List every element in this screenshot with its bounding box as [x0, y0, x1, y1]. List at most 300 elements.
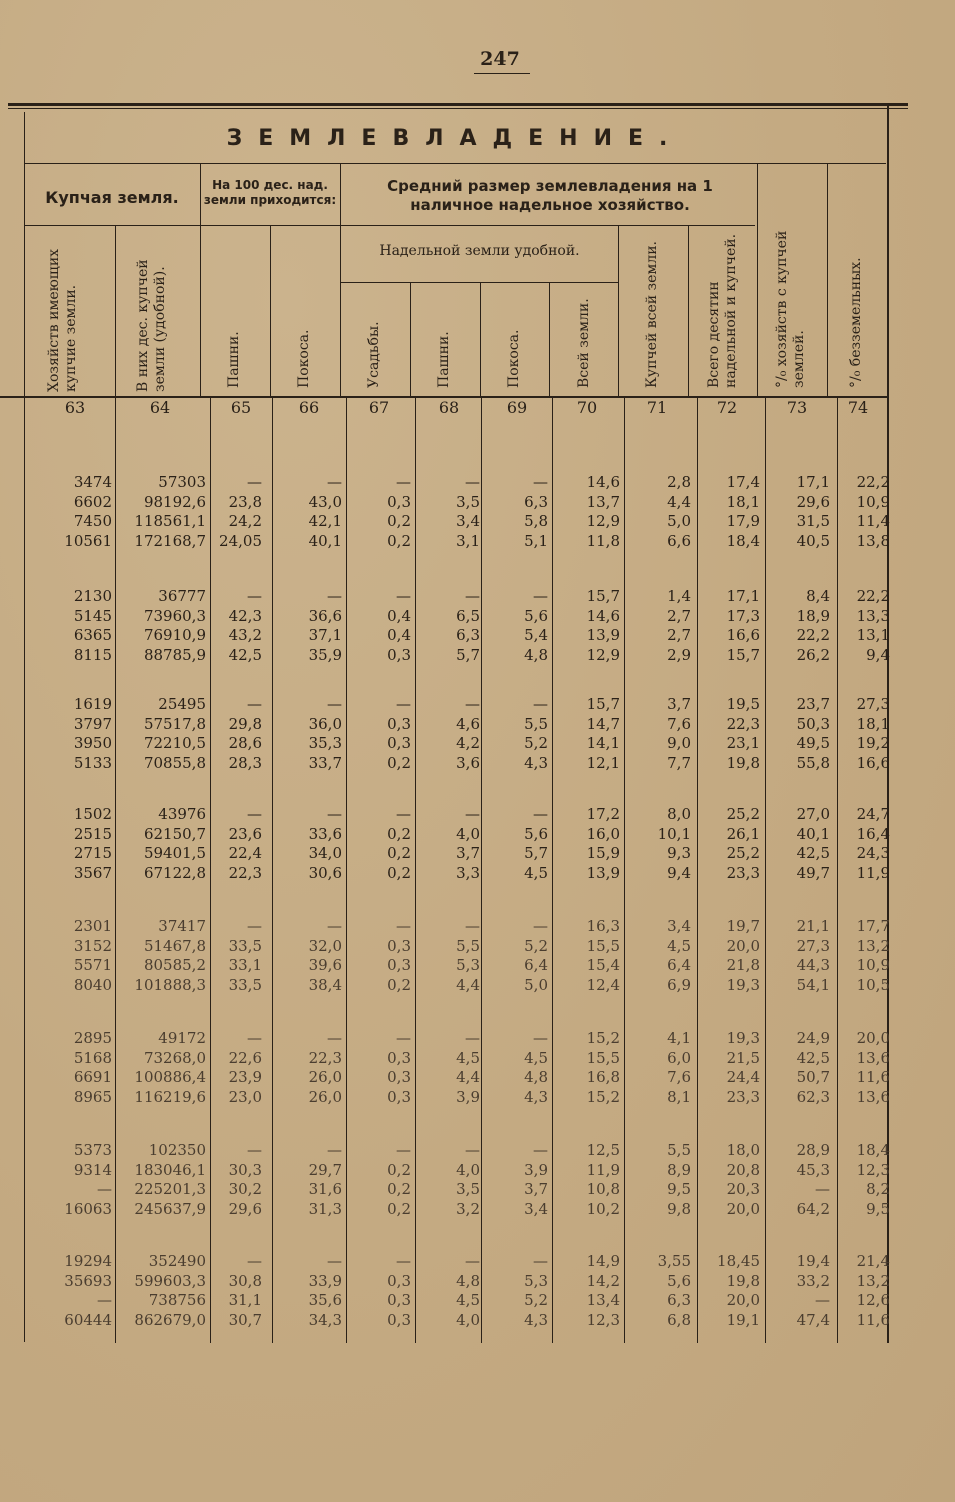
table-cell-c72: 20,0	[726, 1291, 760, 1310]
table-cell-c70: 13,7	[586, 492, 620, 511]
table-cell-c74: 22,2	[856, 473, 890, 491]
vrule-3	[270, 226, 271, 396]
table-cell-c74: 13,6	[856, 1087, 890, 1106]
table-cell-c69: 4,3	[524, 1087, 548, 1106]
table-cell-c69: 5,5	[524, 714, 548, 733]
table-cell-c72: 23,3	[726, 863, 760, 882]
colhead-74: °/₀ безземельных.	[848, 257, 864, 388]
table-cell-c70: 15,5	[586, 936, 620, 955]
table-cell-c74: 9,4	[866, 645, 890, 664]
table-cell-c66: 42,1	[308, 512, 342, 531]
table-cell-c74: 13,2	[856, 936, 890, 955]
table-cell-c73: 8,4	[806, 587, 830, 605]
table-cell-c72: 18,0	[726, 1141, 760, 1159]
table-cell-c63: 35693	[64, 1271, 112, 1290]
table-cell-c73: 44,3	[796, 956, 830, 975]
colnum-67: 67	[368, 398, 390, 417]
table-cell-c66: 33,9	[308, 1271, 342, 1290]
table-cell-c63: 5145	[73, 606, 112, 625]
table-cell-c69: 5,7	[524, 844, 548, 863]
table-cell-c70: 10,2	[586, 1199, 620, 1218]
table-cell-c74: 10,5	[856, 975, 890, 994]
table-cell-c72: 20,0	[726, 1199, 760, 1218]
vrule-11	[827, 164, 828, 396]
table-cell-c67: 0,3	[387, 1271, 411, 1290]
table-cell-c71: 2,8	[667, 473, 691, 491]
table-cell-c69: 6,4	[524, 956, 548, 975]
colhead-69: Покоса.	[506, 329, 522, 388]
table-cell-c72: 19,3	[726, 975, 760, 994]
table-cell-c70: 15,7	[586, 695, 620, 713]
table-cell-c64: 57517,8	[143, 714, 206, 733]
table-cell-c64: 101888,3	[134, 975, 206, 994]
table-cell-c68: 4,0	[456, 1160, 480, 1179]
table-cell-c71: 7,6	[667, 1068, 691, 1087]
table-cell-c68: 3,2	[456, 1199, 480, 1218]
table-cell-c69: 5,6	[524, 606, 548, 625]
table-cell-c72: 19,5	[726, 695, 760, 713]
table-cell-c67: 0,3	[387, 1087, 411, 1106]
table-cell-c73: 64,2	[796, 1199, 830, 1218]
table-cell-c73: 55,8	[796, 753, 830, 772]
colnum-64: 64	[149, 398, 171, 417]
table-cell-c66: —	[327, 1141, 342, 1159]
table-cell-c71: 4,5	[667, 936, 691, 955]
colhead-64: В них дес. купчей земли (удобной).	[135, 259, 168, 392]
table-cell-c70: 16,0	[586, 824, 620, 843]
table-cell-c65: —	[247, 1029, 262, 1047]
table-cell-c74: 10,9	[856, 956, 890, 975]
colnum-72: 72	[716, 398, 738, 417]
table-cell-c72: 18,1	[726, 492, 760, 511]
table-cell-c70: 14,6	[586, 473, 620, 491]
table-cell-c72: 18,45	[717, 1252, 760, 1270]
table-cell-c64: 70855,8	[143, 753, 206, 772]
table-cell-c74: 10,9	[856, 492, 890, 511]
table-cell-c70: 14,2	[586, 1271, 620, 1290]
table-cell-c69: 5,3	[524, 1271, 548, 1290]
table-cell-c69: 5,2	[524, 734, 548, 753]
table-cell-c66: 26,0	[308, 1068, 342, 1087]
table-cell-c63: 9314	[73, 1160, 112, 1179]
table-cell-c66: 33,7	[308, 753, 342, 772]
table-cell-c73: 50,7	[796, 1068, 830, 1087]
table-cell-c69: 3,9	[524, 1160, 548, 1179]
table-cell-c64: 862679,0	[134, 1310, 206, 1329]
colhead-72: Всего десятин надельной и купчей.	[706, 233, 739, 388]
table-cell-c63: 1502	[73, 805, 112, 823]
table-cell-c63: 5133	[73, 753, 112, 772]
table-cell-c66: 35,6	[308, 1291, 342, 1310]
table-cell-c73: 42,5	[796, 1048, 830, 1067]
table-cell-c63: 5168	[73, 1048, 112, 1067]
table-cell-c63: 8115	[73, 645, 112, 664]
table-cell-c74: 16,6	[856, 753, 890, 772]
table-cell-c74: 17,7	[856, 917, 890, 935]
table-cell-c74: 21,4	[856, 1252, 890, 1270]
table-cell-c64: 67122,8	[143, 863, 206, 882]
rule-nadelnoy	[340, 282, 618, 283]
table-cell-c63: —	[97, 1180, 112, 1199]
table-cell-c65: 33,5	[228, 936, 262, 955]
colnum-63: 63	[64, 398, 86, 417]
table-cell-c70: 12,3	[586, 1310, 620, 1329]
table-cell-c68: 4,0	[456, 824, 480, 843]
table-cell-c64: 25495	[158, 695, 206, 713]
table-cell-c66: 31,3	[308, 1199, 342, 1218]
table-cell-c67: 0,3	[387, 1310, 411, 1329]
table-cell-c69: —	[533, 1141, 548, 1159]
table-cell-c73: —	[815, 1180, 830, 1199]
table-cell-c69: —	[533, 695, 548, 713]
table-cell-c63: 8040	[73, 975, 112, 994]
table-cell-c73: 33,2	[796, 1271, 830, 1290]
table-cell-c68: —	[465, 1029, 480, 1047]
table-cell-c72: 17,1	[726, 587, 760, 605]
table-cell-c66: —	[327, 695, 342, 713]
header-kupchaya: Купчая земля.	[45, 188, 179, 207]
table-cell-c64: 116219,6	[134, 1087, 206, 1106]
table-cell-c72: 17,4	[726, 473, 760, 491]
table-cell-c63: 60444	[64, 1310, 112, 1329]
table-cell-c67: 0,4	[387, 606, 411, 625]
table-cell-c71: 6,3	[667, 1291, 691, 1310]
table-cell-c70: 15,4	[586, 956, 620, 975]
table-cell-c71: 7,6	[667, 714, 691, 733]
table-cell-c67: 0,2	[387, 1199, 411, 1218]
header-sredniy: Средний размер землевладения на 1 наличное надельное хозяйство.	[387, 177, 713, 214]
table-cell-c67: —	[396, 805, 411, 823]
table-cell-c74: 13,3	[856, 606, 890, 625]
table-cell-c71: 4,4	[667, 492, 691, 511]
table-cell-c63: 3950	[73, 734, 112, 753]
header-na100: На 100 дес. над. земли приходится:	[203, 178, 337, 207]
table-cell-c67: —	[396, 1252, 411, 1270]
table-cell-c69: 4,3	[524, 753, 548, 772]
table-cell-c68: —	[465, 587, 480, 605]
table-cell-c71: 4,1	[667, 1029, 691, 1047]
table-cell-c72: 19,3	[726, 1029, 760, 1047]
table-cell-c68: 4,2	[456, 734, 480, 753]
table-cell-c74: 11,6	[856, 1068, 890, 1087]
rule-sredniy	[200, 225, 755, 226]
table-cell-c66: 34,3	[308, 1310, 342, 1329]
table-cell-c64: 183046,1	[134, 1160, 206, 1179]
table-cell-c69: 4,5	[524, 863, 548, 882]
table-cell-c73: 26,2	[796, 645, 830, 664]
table-cell-c64: 73268,0	[143, 1048, 206, 1067]
table-cell-c70: 12,4	[586, 975, 620, 994]
table-cell-c65: 42,5	[228, 645, 262, 664]
table-cell-c68: 4,0	[456, 1310, 480, 1329]
table-cell-c65: —	[247, 1252, 262, 1270]
table-cell-c73: 40,1	[796, 824, 830, 843]
table-cell-c69: 5,4	[524, 626, 548, 645]
table-cell-c65: 29,8	[228, 714, 262, 733]
table-cell-c74: 8,2	[866, 1180, 890, 1199]
table-cell-c69: 4,8	[524, 1068, 548, 1087]
table-cell-c70: 11,9	[586, 1160, 620, 1179]
table-cell-c65: 30,2	[228, 1180, 262, 1199]
table-cell-c70: 16,3	[586, 917, 620, 935]
table-cell-c67: 0,2	[387, 753, 411, 772]
table-cell-c72: 23,3	[726, 1087, 760, 1106]
table-cell-c68: 4,6	[456, 714, 480, 733]
table-cell-c69: —	[533, 917, 548, 935]
table-cell-c71: 3,7	[667, 695, 691, 713]
colhead-65: Пашни.	[226, 331, 242, 388]
table-cell-c65: 31,1	[228, 1291, 262, 1310]
page-number-rule	[474, 73, 530, 74]
table-cell-c67: 0,2	[387, 1160, 411, 1179]
table-cell-c66: 39,6	[308, 956, 342, 975]
table-cell-c72: 19,1	[726, 1310, 760, 1329]
table-cell-c72: 15,7	[726, 645, 760, 664]
table-cell-c68: —	[465, 917, 480, 935]
vrule-5	[410, 283, 411, 396]
colhead-63: Хозяйств имеющих купчие земли.	[46, 248, 79, 392]
table-cell-c64: 80585,2	[143, 956, 206, 975]
table-cell-c65: —	[247, 1141, 262, 1159]
colnum-65: 65	[230, 398, 252, 417]
table-cell-c71: 9,4	[667, 863, 691, 882]
table-cell-c67: 0,2	[387, 824, 411, 843]
table-cell-c66: 30,6	[308, 863, 342, 882]
table-cell-c70: 14,9	[586, 1252, 620, 1270]
table-cell-c74: 12,6	[856, 1291, 890, 1310]
table-cell-c64: 59401,5	[143, 844, 206, 863]
vrule-4	[340, 164, 341, 396]
table-cell-c71: 3,55	[657, 1252, 691, 1270]
table-cell-c71: 6,8	[667, 1310, 691, 1329]
colnum-71: 71	[646, 398, 668, 417]
table-cell-c66: 33,6	[308, 824, 342, 843]
table-cell-c64: 98192,6	[143, 492, 206, 511]
table-cell-c66: 31,6	[308, 1180, 342, 1199]
table-cell-c73: 27,3	[796, 936, 830, 955]
table-cell-c65: 23,8	[228, 492, 262, 511]
table-cell-c63: 2130	[73, 587, 112, 605]
table-cell-c66: —	[327, 805, 342, 823]
table-cell-c66: 35,9	[308, 645, 342, 664]
table-cell-c67: 0,3	[387, 1048, 411, 1067]
table-cell-c73: 17,1	[796, 473, 830, 491]
table-cell-c65: 23,9	[228, 1068, 262, 1087]
table-cell-c73: 62,3	[796, 1087, 830, 1106]
table-cell-c67: 0,2	[387, 975, 411, 994]
table-cell-c72: 19,8	[726, 753, 760, 772]
table-cell-c65: —	[247, 587, 262, 605]
table-cell-c68: 6,3	[456, 626, 480, 645]
table-cell-c71: 2,7	[667, 626, 691, 645]
table-cell-c69: 5,1	[524, 531, 548, 550]
table-cell-c64: 73960,3	[143, 606, 206, 625]
table-cell-c67: —	[396, 587, 411, 605]
table-cell-c67: 0,3	[387, 645, 411, 664]
colnum-66: 66	[298, 398, 320, 417]
table-cell-c71: 7,7	[667, 753, 691, 772]
table-cell-c67: 0,3	[387, 936, 411, 955]
table-cell-c63: 6691	[73, 1068, 112, 1087]
table-cell-c66: —	[327, 1029, 342, 1047]
table-cell-c68: 5,5	[456, 936, 480, 955]
table-cell-c71: 8,1	[667, 1087, 691, 1106]
table-cell-c64: 37417	[158, 917, 206, 935]
table-cell-c71: 10,1	[657, 824, 691, 843]
table-cell-c70: 12,1	[586, 753, 620, 772]
table-cell-c71: 1,4	[667, 587, 691, 605]
vrule-7	[549, 283, 550, 396]
table-cell-c63: 3474	[73, 473, 112, 491]
table-cell-c74: 11,6	[856, 1310, 890, 1329]
table-cell-c74: 13,1	[856, 626, 890, 645]
table-cell-c67: 0,2	[387, 1180, 411, 1199]
table-cell-c71: 9,3	[667, 844, 691, 863]
table-cell-c64: 118561,1	[134, 512, 206, 531]
table-cell-c74: 19,2	[856, 734, 890, 753]
table-cell-c64: 172168,7	[134, 531, 206, 550]
table-cell-c63: 7450	[73, 512, 112, 531]
table-cell-c71: 3,4	[667, 917, 691, 935]
table-cell-c70: 15,9	[586, 844, 620, 863]
table-cell-c73: —	[815, 1291, 830, 1310]
table-cell-c63: 3152	[73, 936, 112, 955]
table-cell-c65: 30,8	[228, 1271, 262, 1290]
table-cell-c70: 14,1	[586, 734, 620, 753]
colnum-73: 73	[786, 398, 808, 417]
table-cell-c67: 0,4	[387, 626, 411, 645]
table-cell-c70: 14,7	[586, 714, 620, 733]
table-cell-c68: 5,7	[456, 645, 480, 664]
table-cell-c73: 19,4	[796, 1252, 830, 1270]
colnum-70: 70	[576, 398, 598, 417]
table-cell-c68: 3,3	[456, 863, 480, 882]
table-cell-c66: 29,7	[308, 1160, 342, 1179]
table-cell-c73: 47,4	[796, 1310, 830, 1329]
table-cell-c73: 49,5	[796, 734, 830, 753]
table-cell-c68: 3,6	[456, 753, 480, 772]
table-cell-c65: —	[247, 473, 262, 491]
table-cell-c70: 17,2	[586, 805, 620, 823]
table-cell-c72: 20,8	[726, 1160, 760, 1179]
table-cell-c66: 32,0	[308, 936, 342, 955]
table-cell-c69: —	[533, 587, 548, 605]
table-cell-c71: 8,9	[667, 1160, 691, 1179]
table-cell-c65: 24,05	[219, 531, 262, 550]
table-cell-c73: 42,5	[796, 844, 830, 863]
table-cell-c70: 15,2	[586, 1029, 620, 1047]
table-cell-c72: 21,8	[726, 956, 760, 975]
table-cell-c64: 225201,3	[134, 1180, 206, 1199]
table-cell-c74: 22,2	[856, 587, 890, 605]
table-cell-c73: 50,3	[796, 714, 830, 733]
table-cell-c67: —	[396, 695, 411, 713]
table-cell-c74: 16,4	[856, 824, 890, 843]
table-cell-c71: 9,0	[667, 734, 691, 753]
table-cell-c70: 15,7	[586, 587, 620, 605]
table-cell-c69: 5,2	[524, 936, 548, 955]
table-cell-c68: 6,5	[456, 606, 480, 625]
table-cell-c68: —	[465, 805, 480, 823]
table-cell-c74: 11,4	[856, 512, 890, 531]
table-cell-c63: 2301	[73, 917, 112, 935]
rule-kupchaya	[24, 225, 200, 226]
table-cell-c69: —	[533, 473, 548, 491]
table-cell-c64: 36777	[158, 587, 206, 605]
table-cell-c67: 0,2	[387, 531, 411, 550]
table-cell-c68: —	[465, 1141, 480, 1159]
table-cell-c70: 16,8	[586, 1068, 620, 1087]
table-cell-c70: 11,8	[586, 531, 620, 550]
table-cell-c69: 5,2	[524, 1291, 548, 1310]
table-cell-c64: 72210,5	[143, 734, 206, 753]
table-cell-c68: 4,5	[456, 1291, 480, 1310]
table-cell-c69: —	[533, 805, 548, 823]
colhead-71: Купчей всей земли.	[644, 241, 660, 388]
table-cell-c72: 16,6	[726, 626, 760, 645]
table-cell-c65: —	[247, 695, 262, 713]
table-cell-c67: 0,3	[387, 492, 411, 511]
table-cell-c70: 15,5	[586, 1048, 620, 1067]
table-cell-c66: 36,0	[308, 714, 342, 733]
table-cell-c63: 19294	[64, 1252, 112, 1270]
table-cell-c74: 12,3	[856, 1160, 890, 1179]
table-cell-c69: 4,5	[524, 1048, 548, 1067]
table-cell-c69: 3,4	[524, 1199, 548, 1218]
table-cell-c73: 40,5	[796, 531, 830, 550]
table-cell-c63: 3797	[73, 714, 112, 733]
table-cell-c63: 10561	[64, 531, 112, 550]
table-cell-c70: 13,9	[586, 863, 620, 882]
colhead-73: °/₀ хозяйств с купчей землей.	[774, 230, 807, 388]
table-cell-c73: 54,1	[796, 975, 830, 994]
table-cell-c66: 26,0	[308, 1087, 342, 1106]
colhead-66: Покоса.	[296, 329, 312, 388]
table-cell-c71: 6,6	[667, 531, 691, 550]
table-cell-c64: 51467,8	[143, 936, 206, 955]
table-cell-c65: 29,6	[228, 1199, 262, 1218]
table-cell-c68: —	[465, 473, 480, 491]
table-cell-c74: 18,1	[856, 714, 890, 733]
table-cell-c71: 6,4	[667, 956, 691, 975]
table-cell-c74: 13,2	[856, 1271, 890, 1290]
table-cell-c66: 22,3	[308, 1048, 342, 1067]
table-cell-c63: 2895	[73, 1029, 112, 1047]
table-cell-c70: 12,5	[586, 1141, 620, 1159]
table-cell-c71: 8,0	[667, 805, 691, 823]
table-cell-c68: —	[465, 695, 480, 713]
table-cell-c66: —	[327, 1252, 342, 1270]
table-cell-c64: 352490	[148, 1252, 206, 1270]
table-cell-c68: 3,5	[456, 492, 480, 511]
vrule-8	[618, 226, 619, 396]
table-cell-c68: 4,4	[456, 975, 480, 994]
table-cell-c63: 16063	[64, 1199, 112, 1218]
table-cell-c64: 49172	[158, 1029, 206, 1047]
table-cell-c68: 3,7	[456, 844, 480, 863]
top-rule	[8, 103, 908, 106]
table-cell-c63: 1619	[73, 695, 112, 713]
table-cell-c66: —	[327, 473, 342, 491]
table-cell-c68: 3,4	[456, 512, 480, 531]
table-cell-c74: 9,5	[866, 1199, 890, 1218]
colhead-70: Всей земли.	[576, 298, 592, 388]
vrule-2	[200, 164, 201, 396]
table-cell-c67: —	[396, 1141, 411, 1159]
table-cell-c64: 599603,3	[134, 1271, 206, 1290]
table-cell-c67: —	[396, 917, 411, 935]
page-number: 247	[480, 48, 520, 70]
